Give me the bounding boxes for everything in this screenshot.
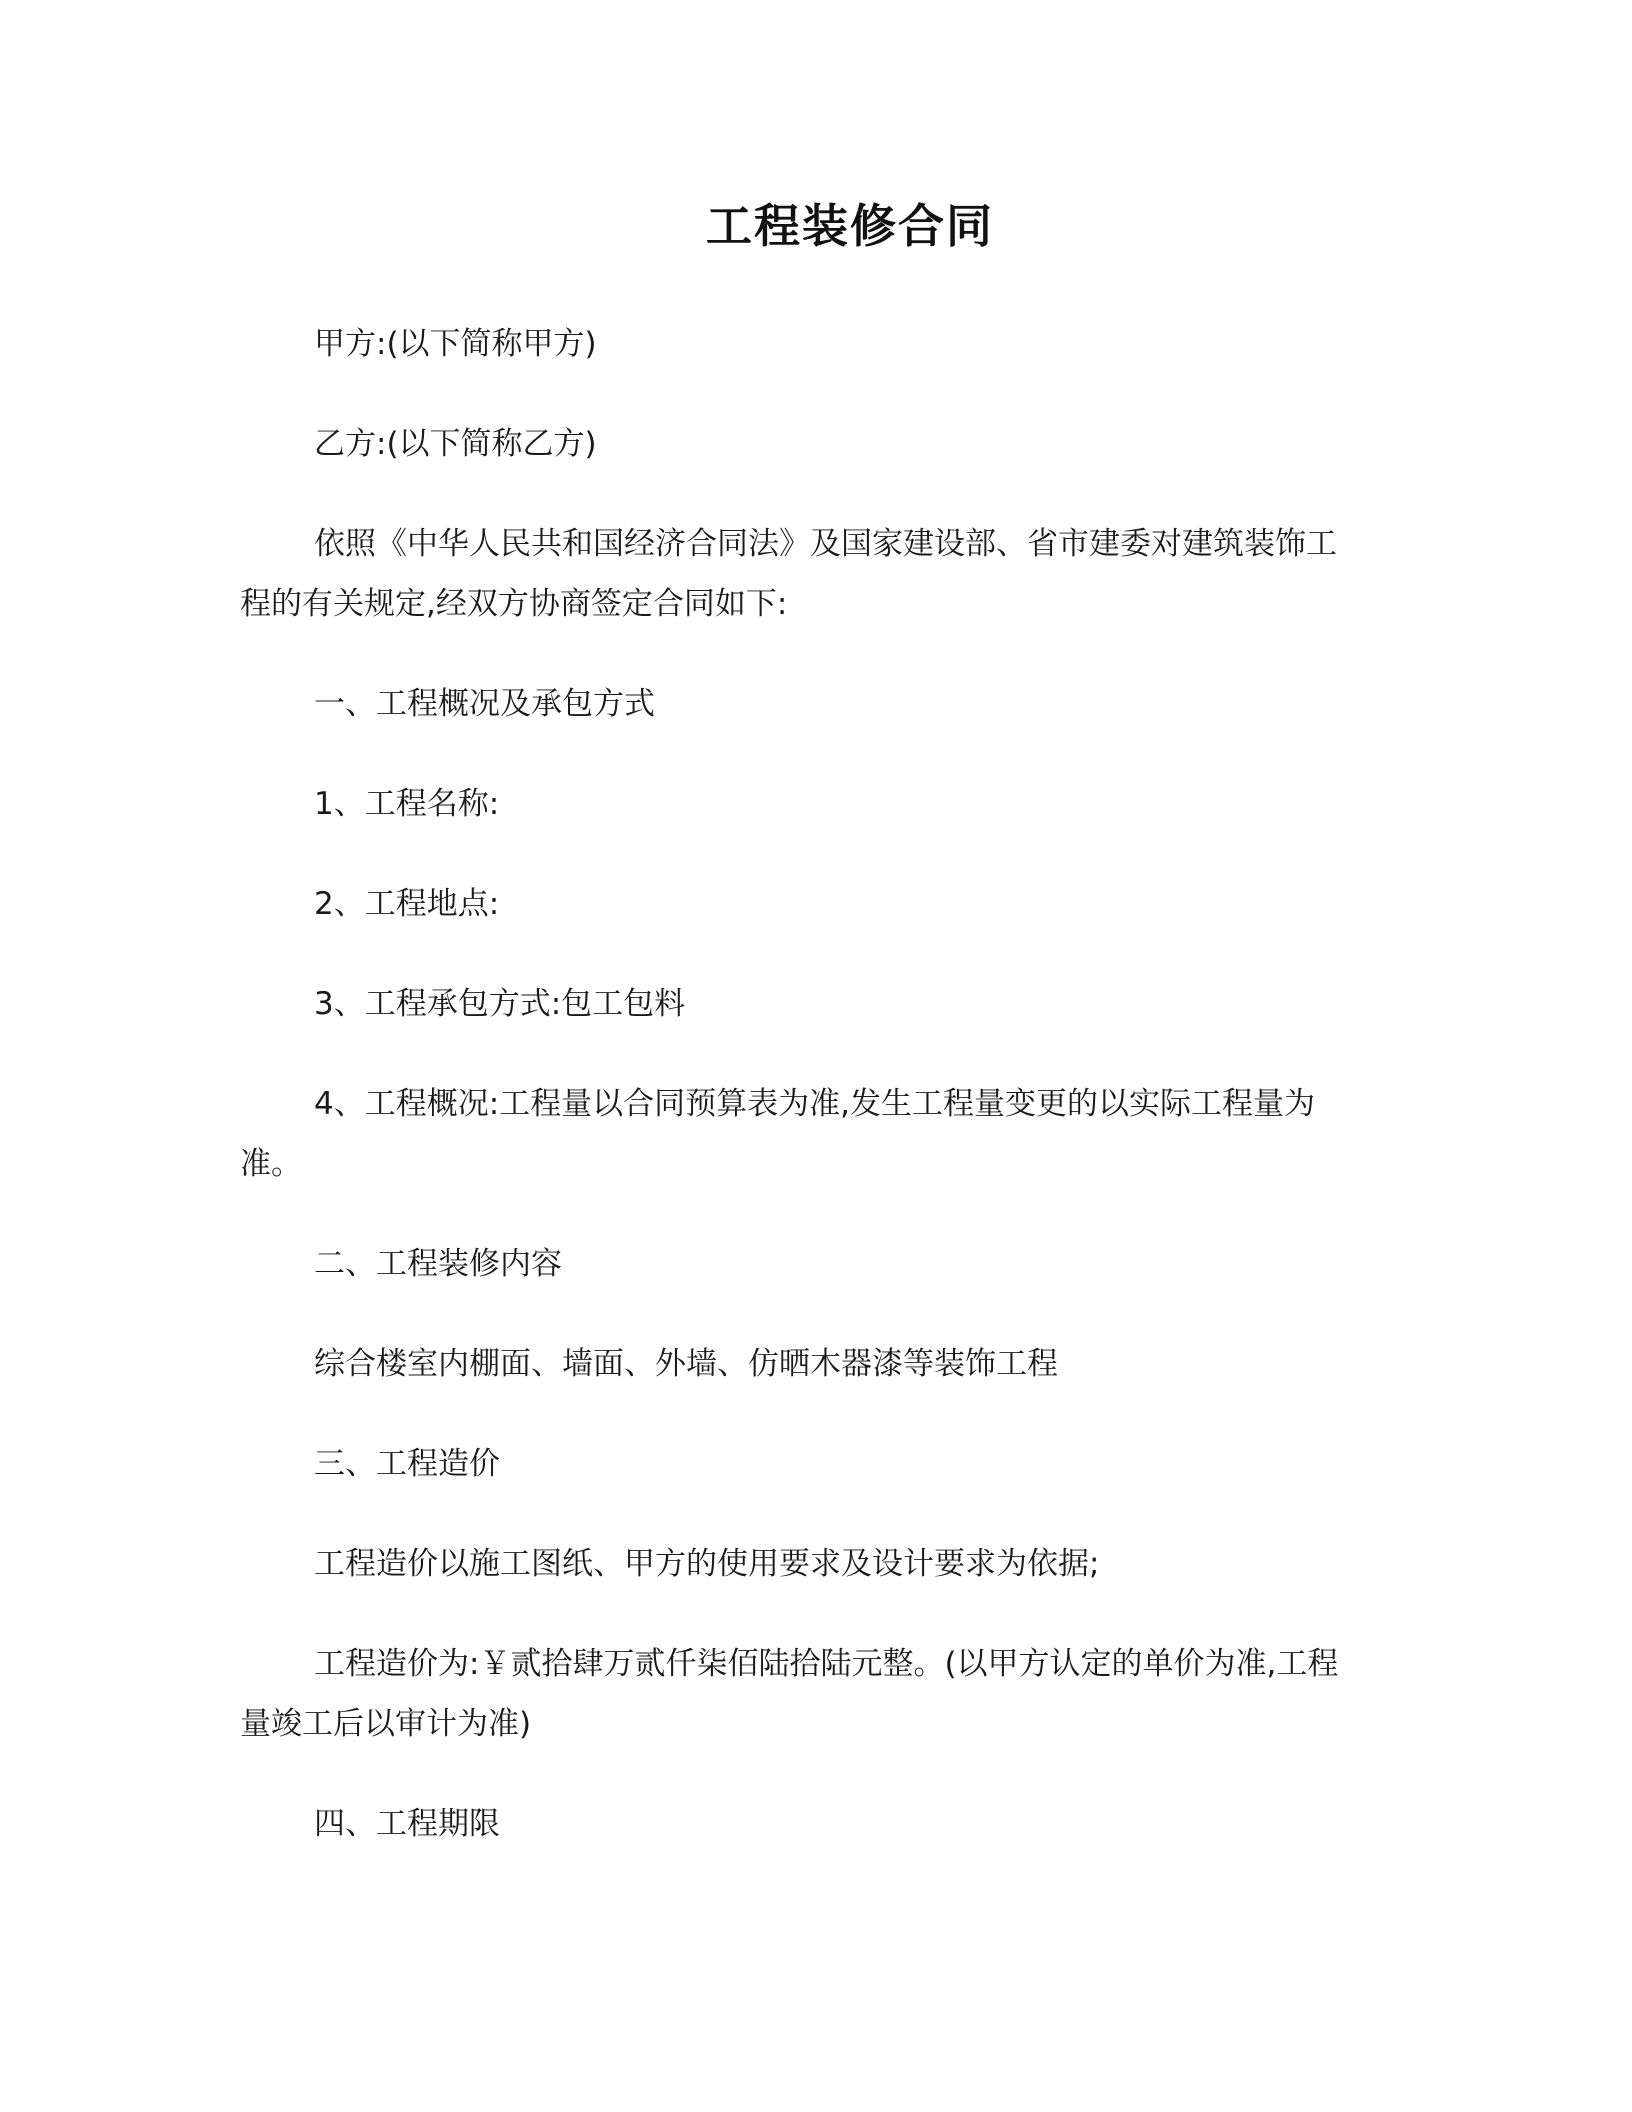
- party-a-line: 甲方:(以下简称甲方): [314, 326, 597, 362]
- section-2-body: 综合楼室内棚面、墙面、外墙、仿晒木器漆等装饰工程: [314, 1346, 1058, 1382]
- preamble-line-2: 程的有关规定,经双方协商签定合同如下:: [240, 586, 788, 622]
- item-1-project-name: 1、工程名称:: [314, 786, 500, 822]
- preamble-line-1: 依照《中华人民共和国经济合同法》及国家建设部、省市建委对建筑装饰工: [314, 526, 1337, 562]
- item-4-overview-line-2: 准。: [240, 1146, 302, 1182]
- item-2-project-location: 2、工程地点:: [314, 886, 500, 922]
- section-4-heading: 四、工程期限: [314, 1806, 500, 1842]
- item-4-overview-line-1: 4、工程概况:工程量以合同预算表为准,发生工程量变更的以实际工程量为: [314, 1086, 1316, 1122]
- section-2-heading: 二、工程装修内容: [314, 1246, 562, 1282]
- item-3-contract-method: 3、工程承包方式:包工包料: [314, 986, 686, 1022]
- party-b-line: 乙方:(以下简称乙方): [314, 426, 597, 462]
- section-3-basis: 工程造价以施工图纸、甲方的使用要求及设计要求为依据;: [314, 1546, 1100, 1582]
- section-3-price-line-1: 工程造价为:￥贰拾肆万贰仟柒佰陆拾陆元整。(以甲方认定的单价为准,工程: [314, 1646, 1339, 1682]
- section-3-price-line-2: 量竣工后以审计为准): [240, 1706, 532, 1742]
- section-3-heading: 三、工程造价: [314, 1446, 500, 1482]
- document-title: 工程装修合同: [706, 199, 994, 253]
- section-1-heading: 一、工程概况及承包方式: [314, 686, 655, 722]
